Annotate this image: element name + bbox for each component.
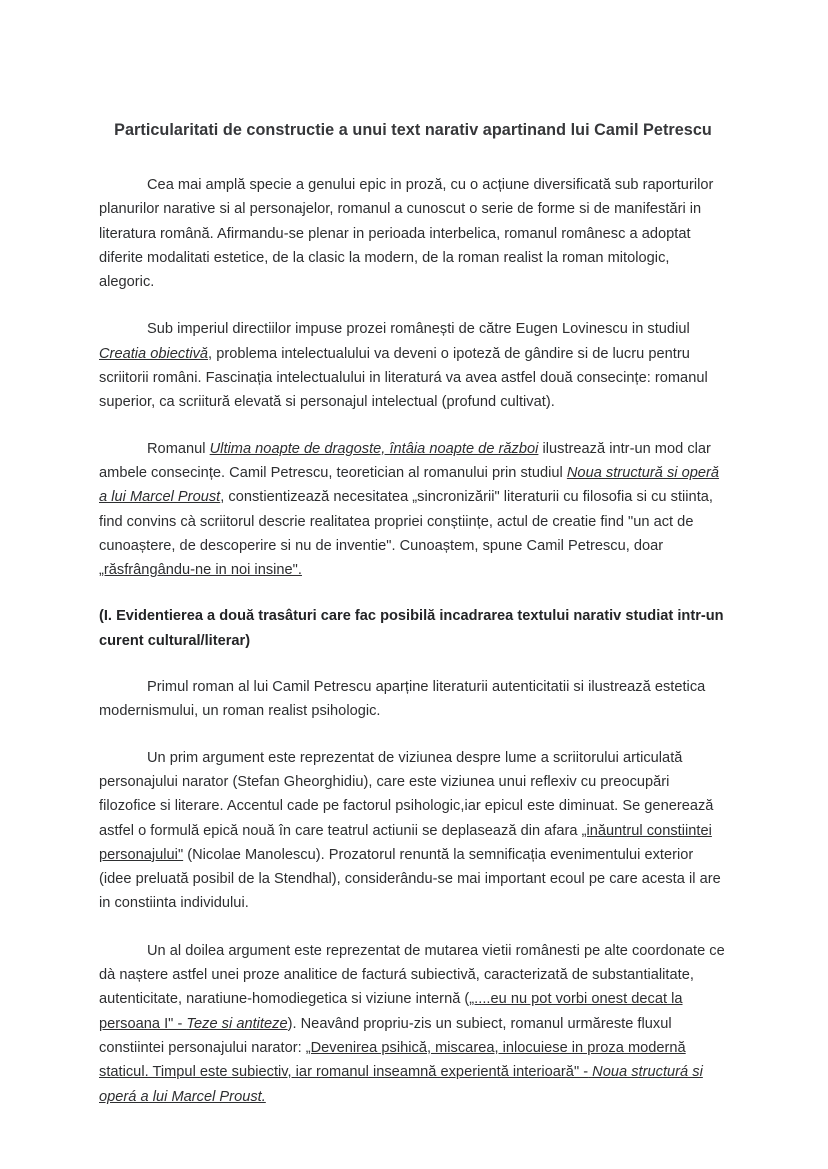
spacer — [99, 582, 727, 604]
paragraph-prim-argument-text-a: Un prim argument este reprezentat de viziunea despre lume a scriitorului articulată personajului narator (Stefan Gheorghidiu), care este viziunea unui reflexiv cu preocupări filozofice si literare. Accentul cade pe factorul psihologic,iar epicul este diminuat. Se generează astfel o formulă epică nouă în care teatrul actiunii se deplasează din afara — [99, 749, 714, 839]
section-heading-1 — [99, 604, 727, 653]
paragraph-prim-argument-text-b: (Nicolae Manolescu). Prozatorul renuntă la semnificația evenimentului exterior (idee preluată posibil de la Stendhal), considerându-se mai important ecoul pe care acesta il are in constiinta individului. — [99, 846, 721, 912]
paragraph-doilea-argument — [99, 939, 727, 1109]
paragraph-doilea-argument-text-b: ). Neavând propriu-zis un subiect, romanul urmăreste fluxul constiintei personajului narator: — [99, 1015, 672, 1056]
paragraph-primul-roman — [99, 675, 727, 724]
paragraph-doilea-argument-text-a: Un al doilea argument este reprezentat de mutarea vietii românesti pe alte coordonate ce dà naștere astfel unei proze analitice de facturá subiectivă, caracterizată de substantialitate, autenticitate, naratiune-homodiegetica si viziune internă ( — [99, 942, 725, 1008]
work-title-noua-structura: Noua structură si operă a lui Marcel Proust — [99, 464, 720, 506]
work-title-noua-structura-2: Noua structurá si operá a lui Marcel Proust. — [99, 1064, 703, 1105]
spacer — [99, 916, 727, 939]
paragraph-prim-argument — [99, 746, 727, 916]
work-title-ultima-noapte: Ultima noapte de dragoste, întâia noapte de război — [209, 440, 539, 457]
work-title-creatia-obiectiva: Creatia obiectivă — [99, 345, 209, 362]
paragraph-romanul-text-a: Romanul — [147, 440, 210, 457]
paragraph-romanul — [99, 437, 727, 583]
quote-eu-nu-pot-vorbi: „....eu nu pot vorbi onest decat la persoana I" - — [99, 991, 683, 1032]
paragraph-intro — [99, 173, 727, 294]
work-title-teze-si-antiteze: Teze si antiteze — [186, 1015, 288, 1032]
spacer — [99, 653, 727, 675]
quote-devenirea-psihica: „Devenirea psihică, miscarea, inlocuiese in proza modernă staticul. Timpul este subiectiv, iar romanul inseamnă experientă interioară" - — [99, 1039, 686, 1081]
paragraph-intro-text: Cea mai amplă specie a genului epic in proză, cu o acțiune diversificată sub raporturilor planurilor narative si al personajelor, romanul a cunoscut o serie de forme si de manifestări in literatura română. Afirmandu-se plenar in perioada interbelica, romanul românesc a adoptat diferite modalitati estetice, de la clasic la modern, de la roman realist la roman mitologic, alegoric. — [99, 177, 714, 291]
spacer — [99, 724, 727, 746]
section-heading-1-text: (I. Evidentierea a două trasâturi care fac posibilă incadrarea textului narativ studiat intr-un curent cultural/literar) — [99, 608, 724, 649]
document-content — [99, 0, 727, 1109]
paragraph-romanul-text-b: ilustrează intr-un mod clar ambele consecințe. Camil Petrescu, teoretician al romanului prin studiul — [99, 440, 711, 481]
paragraph-lovinescu-text-a: Sub imperiul directiilor impuse prozei românești de către Eugen Lovinescu in studiul — [147, 321, 690, 338]
paragraph-lovinescu-text-b: , problema intelectualului va deveni o ipoteză de gândire si de lucru pentru scriitorii români. Fascinația intelectualului in literaturá va avea astfel două consecințe: romanul superior, ca scriitură elevată si personajul intelectual (profund cultivat). — [99, 345, 708, 411]
paragraph-primul-roman-text: Primul roman al lui Camil Petrescu aparține literaturii autenticitatii si ilustrează estetica modernismului, un roman realist psihologic. — [99, 679, 706, 720]
paragraph-romanul-text-c: , constientizează necesitatea „sincronizării" literaturii cu filosofia si cu stiinta, find convins cà scriitorul descrie realitatea propriei conștiințe, actul de creatie find "un act de cunoaștere, de descoperire si nu de inventie". Cunoaștem, spune Camil Petrescu, doar — [99, 489, 713, 554]
quote-inauntrul-constiintei: „inăuntrul constiintei personajului" — [99, 822, 712, 863]
spacer — [99, 415, 727, 437]
spacer — [99, 294, 727, 317]
page-title: Particularitati de constructie a unui text narativ apartinand lui Camil Petrescu — [114, 121, 712, 139]
paragraph-lovinescu — [99, 317, 727, 414]
quote-rasfrangandu-ne: „răsfrângându-ne in noi insine". — [99, 562, 302, 579]
spacer — [99, 143, 727, 173]
